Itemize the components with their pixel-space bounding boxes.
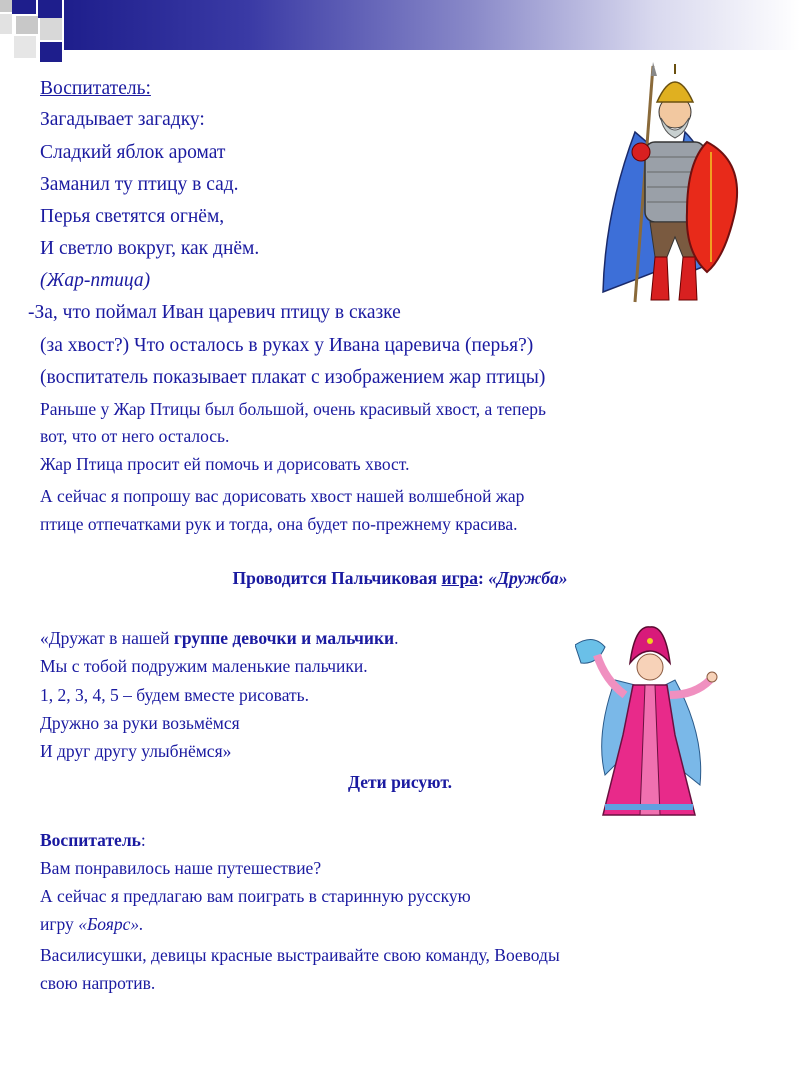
story-line: Раньше у Жар Птицы был большой, очень красивый хвост, а теперь <box>40 399 546 419</box>
question-line: (воспитатель показывает плакат с изображением жар птицы) <box>40 367 546 388</box>
poem-line: Дружно за руки возьмёмся <box>40 713 240 733</box>
section-heading: Воспитатель: <box>40 78 151 99</box>
kids-draw: Дети рисуют. <box>348 772 452 792</box>
warrior-illustration <box>595 62 750 307</box>
poem-line: Мы с тобой подружим маленькие пальчики. <box>40 656 368 676</box>
maiden-illustration <box>575 625 725 825</box>
poem-line: «Дружат в нашей группе девочки и мальчики. <box>40 628 399 648</box>
story-line: А сейчас я попрошу вас дорисовать хвост нашей волшебной жар <box>40 486 525 506</box>
riddle-answer: (Жар-птица) <box>40 270 151 291</box>
story-line: Жар Птица просит ей помочь и дорисовать хвост. <box>40 454 410 474</box>
text-line: Василисушки, девицы красные выстраивайте свою команду, Воеводы <box>40 945 560 965</box>
game-title: Проводится Пальчиковая игра: «Дружба» <box>232 568 568 588</box>
text-line: Сладкий яблок аромат <box>40 142 226 163</box>
text-line: свою напротив. <box>40 973 156 993</box>
story-line: вот, что от него осталось. <box>40 426 230 446</box>
question-line: -За, что поймал Иван царевич птицу в сказке <box>28 302 401 323</box>
game-link[interactable]: игра <box>441 568 479 588</box>
text-line: Вам понравилось наше путешествие? <box>40 858 322 878</box>
text-line: А сейчас я предлагаю вам поиграть в старинную русскую <box>40 886 471 906</box>
poem-line: И друг другу улыбнёмся» <box>40 741 232 761</box>
text-line: Заманил ту птицу в сад. <box>40 174 239 195</box>
story-line: птице отпечатками рук и тогда, она будет по-прежнему красива. <box>40 514 518 534</box>
text-line: Загадывает загадку: <box>40 109 205 130</box>
text-line: игру «Боярс». <box>40 914 144 934</box>
section-heading: Воспитатель: <box>40 830 146 850</box>
text-line: Перья светятся огнём, <box>40 206 225 227</box>
text-line: И светло вокруг, как днём. <box>40 238 260 259</box>
poem-line: 1, 2, 3, 4, 5 – будем вместе рисовать. <box>40 685 310 705</box>
question-line: (за хвост?) Что осталось в руках у Ивана царевича (перья?) <box>40 335 534 356</box>
header-decoration <box>0 0 800 62</box>
